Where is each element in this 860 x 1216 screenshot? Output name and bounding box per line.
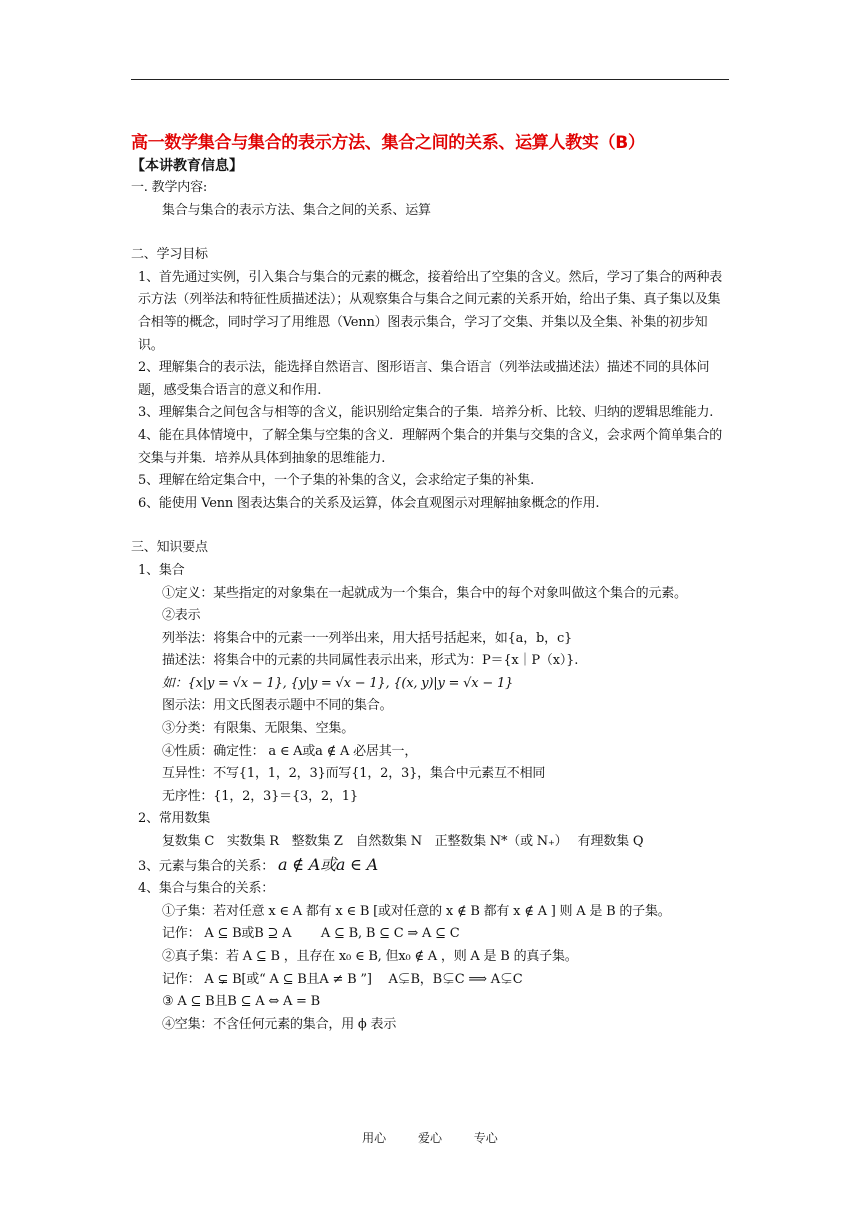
point-2-heading: 2、常用数集 [138,811,211,827]
point-3-line [131,854,731,879]
document-title: 高一数学集合与集合的表示方法、集合之间的关系、运算人教实（B） [131,133,645,153]
section-2-heading: 二、学习目标 [131,247,208,263]
info-heading: 【本讲教育信息】 [131,158,243,174]
proper-subset-definition: ②真子集：若 A ⊆ B ，且存在 x₀ ∈ B, 但x₀ ∉ A ，则 A 是 B 的真子集。 [162,949,578,964]
set-example-formula: 如：{x|y = √x − 1}, {y|y = √x − 1}, {(x, y)|y = √x − 1} [162,675,514,691]
subset-definition: ①子集：若对任意 x ∈ A 都有 x ∈ B [或对任意的 x ∉ B 都有 x ∉ A ] 则 A 是 B 的子集。 [162,903,671,919]
description-method: 描述法：将集合中的元素的共同属性表示出来，形式为：P＝{x｜P（x）}. [162,653,579,669]
document-body [131,131,731,1036]
unordered-property: 无序性：{1，2，3}＝{3，2，1} [162,788,358,804]
proper-subset-notation: 记作： A ⊊ B[或“ A ⊆ B且A ≠ B ”] A⊊B，B⊊C ⟹ A⊊C [162,971,523,987]
point-3-formula: a ∉ A或a ∈ A [278,854,379,874]
set-property: ④性质：确定性： a ∈ A或a ∉ A 必居其一， [162,743,418,759]
venn-method: 图示法：用文氏图表示题中不同的集合。 [162,698,393,714]
representation-heading: ②表示 [162,608,201,624]
goal-item-4: 4、能在具体情境中，了解全集与空集的含义．理解两个集合的并集与交集的含义，会求两个简单集合的交集与并集．培养从具体到抽象的思维能力. [138,427,723,466]
section-3-heading: 三、知识要点 [131,540,208,556]
goal-item-5: 5、理解在给定集合中，一个子集的补集的含义，会求给定子集的补集. [138,473,535,489]
enumeration-method: 列举法：将集合中的元素一一列举出来，用大括号括起来，如{a，b，c} [162,630,573,646]
page-footer: 用心 爱心 专心 [362,1131,498,1145]
goal-item-3: 3、理解集合之间包含与相等的含义，能识别给定集合的子集．培养分析、比较、归纳的逻辑思维能力. [138,405,714,421]
distinctness: 互异性：不写{1，1，2，3}而写{1，2，3}，集合中元素互不相同 [162,766,546,782]
point-3-text: 3、元素与集合的关系： [138,858,275,874]
header-rule [131,79,729,80]
empty-set-definition: ④空集：不含任何元素的集合，用 ϕ 表示 [162,1016,397,1032]
set-classification: ③分类：有限集、无限集、空集。 [162,721,355,737]
set-equality: ③ A ⊆ B且B ⊆ A ⇔ A = B [162,994,321,1010]
point-4-heading: 4、集合与集合的关系： [138,881,275,897]
set-definition: ①定义：某些指定的对象集在一起就成为一个集合，集合中的每个对象叫做这个集合的元素。 [162,585,687,601]
section-1-heading: 一. 教学内容: [131,180,208,195]
subset-notation: 记作： A ⊆ B或B ⊇ A A ⊆ B, B ⊆ C ⇒ A ⊆ C [162,926,460,942]
goal-item-2: 2、理解集合的表示法，能选择自然语言、图形语言、集合语言（列举法或描述法）描述不同的具体问题，感受集合语言的意义和作用. [138,360,710,398]
section-1-text: 集合与集合的表示方法、集合之间的关系、运算 [162,202,431,218]
common-number-sets: 复数集 C 实数集 R 整数集 Z 自然数集 N 正整数集 N*（或 N₊） 有理数集 Q [162,834,644,850]
spacer [131,515,731,537]
spacer [131,222,731,244]
goal-item-6: 6、能使用 Venn 图表达集合的关系及运算，体会直观图示对理解抽象概念的作用. [138,495,600,511]
point-1-heading: 1、集合 [138,562,185,578]
goal-item-1: 1、首先通过实例，引入集合与集合的元素的概念，接着给出了空集的含义。然后，学习了集合的两种表示方法（列举法和特征性质描述法）；从观察集合与集合之间元素的关系开始，给出子集、真子集以及集合相等的概念，同时学习了用维恩（Venn）图表示集合，学习了交集、并集以及全集、补集的初步知识。 [138,269,723,353]
